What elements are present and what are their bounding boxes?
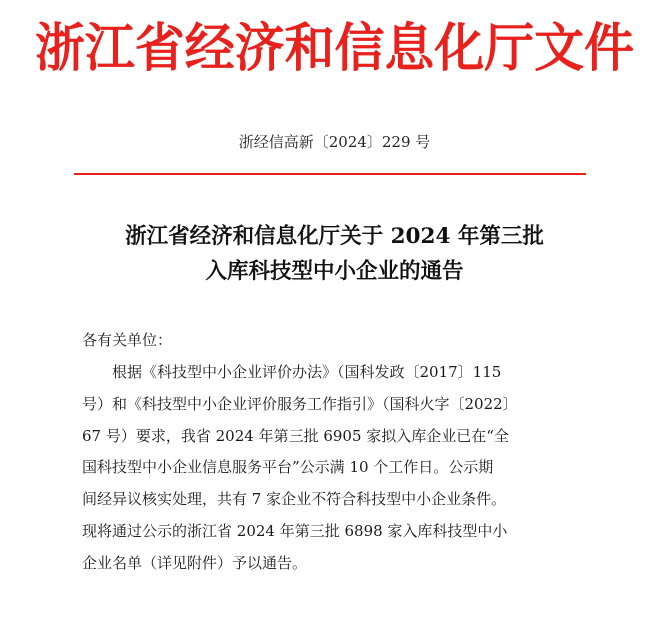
salutation: 各有关单位： xyxy=(82,331,173,349)
body-paragraph xyxy=(82,357,582,580)
notice-title xyxy=(0,219,669,289)
notice-title-line-2: 入库科技型中小企业的通告 xyxy=(205,259,464,284)
masthead-title: 浙江省经济和信息化厅文件 xyxy=(34,18,635,79)
red-divider-line xyxy=(74,173,586,175)
document-number: 浙经信高新〔2024〕229 号 xyxy=(238,133,431,151)
body-line-7: 企业名单（详见附件）予以通告。 xyxy=(82,553,308,572)
body-line-5: 间经异议核实处理，共有 7 家企业不符合科技型中小企业条件。 xyxy=(82,490,507,509)
body-line-4: 国科技型中小企业信息服务平台”公示满 10 个工作日。公示期 xyxy=(82,458,494,477)
notice-body xyxy=(82,325,582,580)
body-line-3: 67 号）要求，我省 2024 年第三批 6905 家拟入库企业已在“全 xyxy=(82,426,509,445)
body-line-6: 现将通过公示的浙江省 2024 年第三批 6898 家入库科技型中小 xyxy=(82,521,508,540)
body-line-2: 号）和《科技型中小企业评价服务工作指引》（国科火字〔2022〕 xyxy=(82,394,518,413)
notice-title-line-1: 浙江省经济和信息化厅关于 2024 年第三批 xyxy=(125,224,544,249)
body-line-1: 根据《科技型中小企业评价办法》（国科发政〔2017〕115 xyxy=(112,363,502,381)
